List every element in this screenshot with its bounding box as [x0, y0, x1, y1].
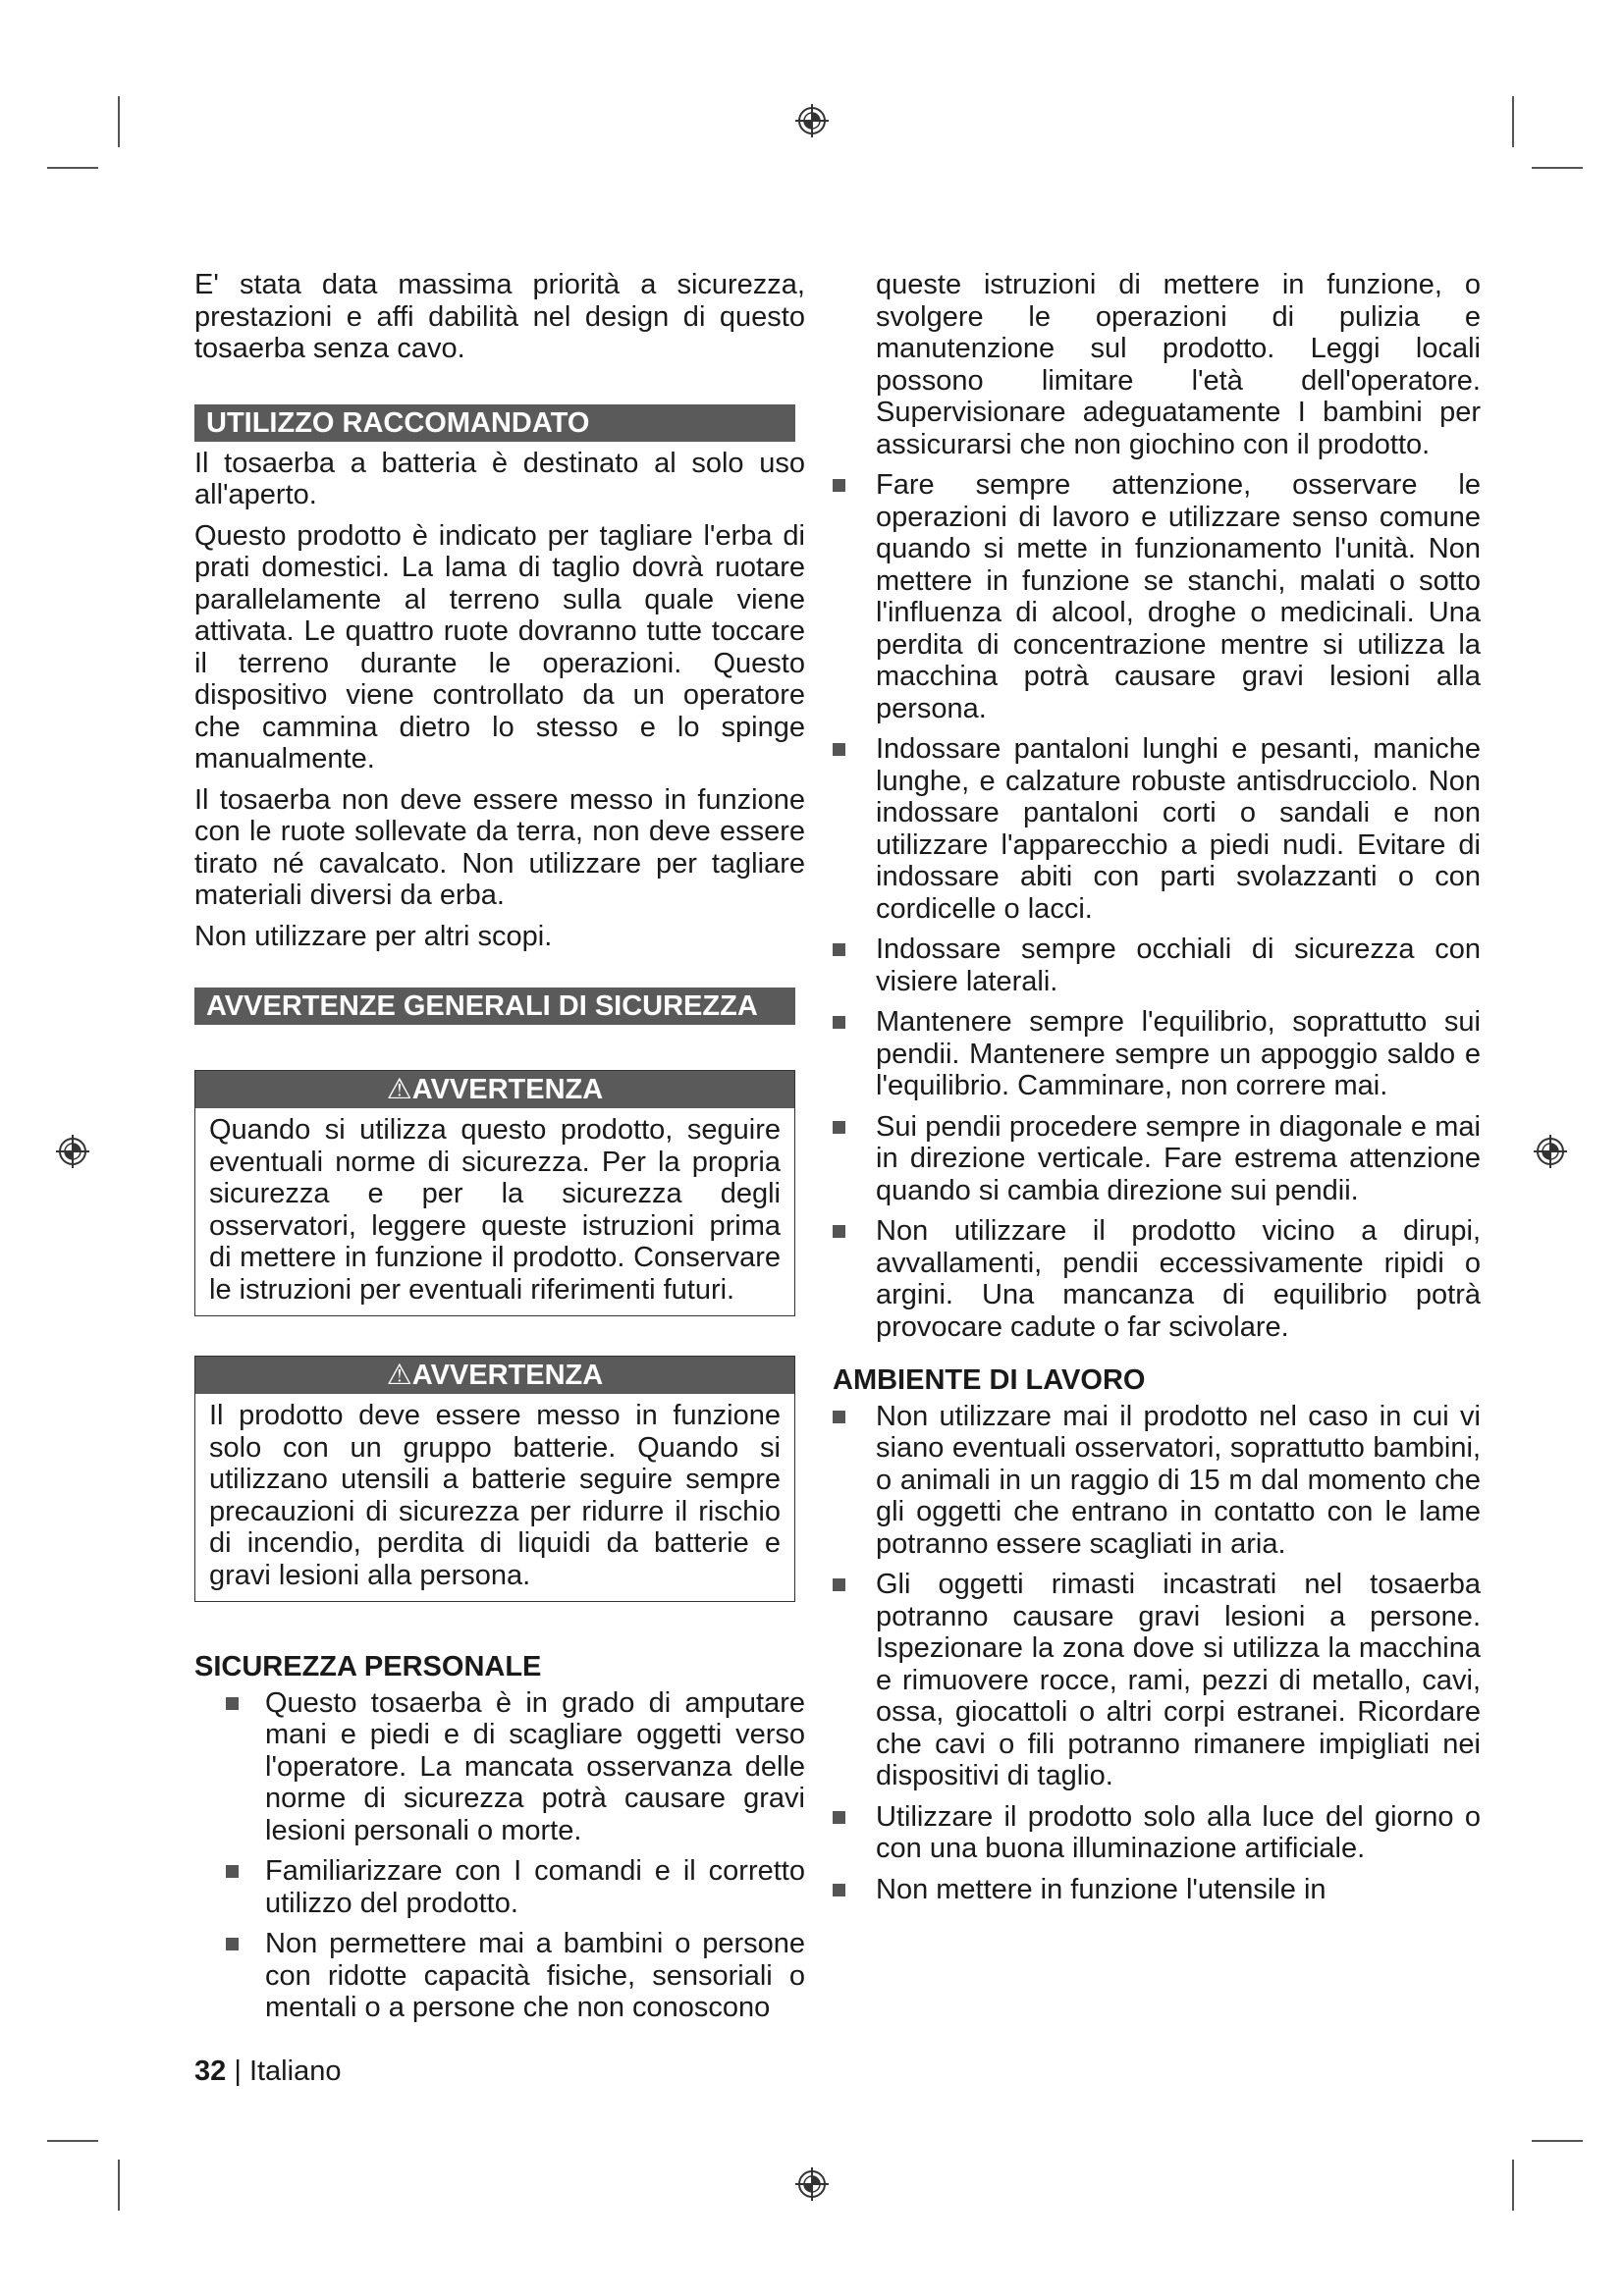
left-column — [194, 269, 805, 2033]
crop-mark — [1532, 2140, 1583, 2142]
list-item: Indossare pantaloni lunghi e pesanti, maniche lunghe, e calzature robuste antisdrucciolo. Non indossare pantaloni corti o sandali e non utilizzare l'apparecchio a piedi nudi. Evitare di indossare abiti con parti svolazzanti o con cordicelle o lacci. — [833, 733, 1481, 925]
list-item: Non utilizzare il prodotto vicino a dirupi, avvallamenti, pendii eccessivamente ripidi o argini. Una mancanza di equilibrio potrà provocare cadute o far scivolare. — [833, 1215, 1481, 1343]
list-item: Non mettere in funzione l'utensile in — [833, 1874, 1481, 1906]
square-bullet-icon — [226, 1697, 239, 1710]
registration-mark-icon — [1532, 1133, 1569, 1170]
crop-mark — [118, 2160, 120, 2211]
list-item: Fare sempre attenzione, osservare le operazioni di lavoro e utilizzare senso comune quando si mette in funzionamento l'unità. Non mettere in funzione se stanchi, malati o sotto l'influenza di alcool, droghe o medicinali. Una perdita di concentrazione mentre si utilizza la macchina potrà causare gravi lesioni alla persona. — [833, 469, 1481, 724]
warning-box — [194, 1070, 795, 1316]
footer-language: Italiano — [248, 2056, 342, 2087]
registration-mark-icon — [54, 1133, 91, 1170]
section-heading-recommended-use: UTILIZZO RACCOMANDATO — [194, 404, 795, 442]
list-item: Familiarizzare con I comandi e il corretto utilizzo del prodotto. — [226, 1855, 805, 1919]
square-bullet-icon — [833, 1884, 845, 1896]
warning-header — [195, 1071, 794, 1108]
paragraph: Questo prodotto è indicato per tagliare l'erba di prati domestici. La lama di taglio dovrà ruotare parallelamente al terreno sulla quale viene attivata. Le quattro ruote dovranno tutte toccare il terreno durante le operazioni. Questo dispositivo viene controllato da un operatore che cammina dietro lo stesso e lo spinge manualmente. — [194, 519, 805, 774]
square-bullet-icon — [833, 1578, 845, 1591]
bullet-list — [833, 1401, 1481, 1906]
crop-mark — [47, 2140, 98, 2142]
bullet-list — [833, 469, 1481, 1343]
square-bullet-icon — [833, 943, 845, 956]
list-item: Sui pendii procedere sempre in diagonale e mai in direzione verticale. Fare estrema attenzione quando si cambia direzione sui pendii. — [833, 1111, 1481, 1207]
subheading-work-environment: AMBIENTE DI LAVORO — [833, 1364, 1146, 1396]
list-item: Indossare sempre occhiali di sicurezza con visiere laterali. — [833, 934, 1481, 997]
paragraph: Non utilizzare per altri scopi. — [194, 920, 553, 952]
continued-paragraph: queste istruzioni di mettere in funzione, o svolgere le operazioni di pulizia e manutenzione sul prodotto. Leggi locali possono limitare l'età dell'operatore. Supervisionare adeguatamente I bambini per assicurarsi che non giochino con il prodotto. — [876, 269, 1481, 460]
warning-text: Quando si utilizza questo prodotto, seguire eventuali norme di sicurezza. Per la propria sicurezza e per la sicurezza degli osservatori, leggere queste istruzioni prima di mettere in funzione il prodotto. Conservare le istruzioni per eventuali riferimenti futuri. — [209, 1114, 781, 1306]
warning-title: AVVERTENZA — [411, 1360, 604, 1391]
crop-mark — [47, 167, 98, 169]
page-footer — [194, 2056, 341, 2088]
registration-mark-icon — [793, 2165, 831, 2203]
crop-mark — [118, 96, 120, 147]
paragraph: Il tosaerba non deve essere messo in funzione con le ruote sollevate da terra, non deve essere tirato né cavalcato. Non utilizzare per tagliare materiali diversi da erba. — [194, 783, 805, 911]
square-bullet-icon — [833, 1225, 845, 1238]
square-bullet-icon — [833, 743, 845, 756]
list-item: Utilizzare il prodotto solo alla luce del giorno o con una buona illuminazione artificiale. — [833, 1801, 1481, 1865]
list-item: Questo tosaerba è in grado di amputare mani e piedi e di scagliare oggetti verso l'operatore. La mancata osservanza delle norme di sicurezza potrà causare gravi lesioni personali o morte. — [226, 1687, 805, 1847]
list-item: Non utilizzare mai il prodotto nel caso in cui vi siano eventuali osservatori, soprattutto bambini, o animali in un raggio di 15 m dal momento che gli oggetti che entrano in contatto con le lame potranno essere scagliati in aria. — [833, 1401, 1481, 1561]
warning-box — [194, 1356, 795, 1602]
bullet-list — [194, 1687, 805, 2024]
warning-triangle-icon: ⚠ — [386, 1360, 412, 1391]
square-bullet-icon — [226, 1938, 239, 1950]
warning-title: AVVERTENZA — [411, 1074, 604, 1105]
square-bullet-icon — [833, 479, 845, 492]
section-heading-general-safety: AVVERTENZE GENERALI DI SICUREZZA — [194, 988, 795, 1025]
list-item: Non permettere mai a bambini o persone con ridotte capacità fisiche, sensoriali o mentali o a persone che non conoscono — [226, 1928, 805, 2024]
square-bullet-icon — [833, 1121, 845, 1134]
paragraph: Il tosaerba a batteria è destinato al solo uso all'aperto. — [194, 447, 805, 510]
crop-mark — [1512, 96, 1514, 147]
intro-paragraph: E' stata data massima priorità a sicurezza, prestazioni e affi dabilità nel design di questo tosaerba senza cavo. — [194, 269, 805, 364]
subheading-personal-safety: SICUREZZA PERSONALE — [194, 1651, 542, 1682]
crop-mark — [1512, 2160, 1514, 2211]
registration-mark-icon — [793, 102, 831, 139]
warning-header — [195, 1357, 794, 1394]
square-bullet-icon — [226, 1865, 239, 1878]
list-item: Mantenere sempre l'equilibrio, soprattutto sui pendii. Mantenere sempre un appoggio saldo e l'equilibrio. Camminare, non correre mai. — [833, 1006, 1481, 1102]
warning-triangle-icon: ⚠ — [386, 1074, 412, 1105]
warning-text: Il prodotto deve essere messo in funzione solo con un gruppo batterie. Quando si utilizzano utensili a batterie seguire sempre precauzioni di sicurezza per ridurre il rischio di incendio, perdita di liquidi da batterie e gravi lesioni alla persona. — [209, 1400, 781, 1591]
square-bullet-icon — [833, 1411, 845, 1423]
square-bullet-icon — [833, 1016, 845, 1029]
square-bullet-icon — [833, 1811, 845, 1824]
page-number: 32 — [194, 2056, 227, 2087]
crop-mark — [1532, 167, 1583, 169]
footer-separator: | — [234, 2056, 242, 2087]
right-column — [833, 269, 1481, 1914]
list-item: Gli oggetti rimasti incastrati nel tosaerba potranno causare gravi lesioni a persone. Ispezionare la zona dove si utilizza la macchina e rimuovere rocce, rami, pezzi di metallo, cavi, ossa, giocattoli o altri corpi estranei. Ricordare che cavi o fili potranno rimanere impigliati nei dispositivi di taglio. — [833, 1569, 1481, 1792]
